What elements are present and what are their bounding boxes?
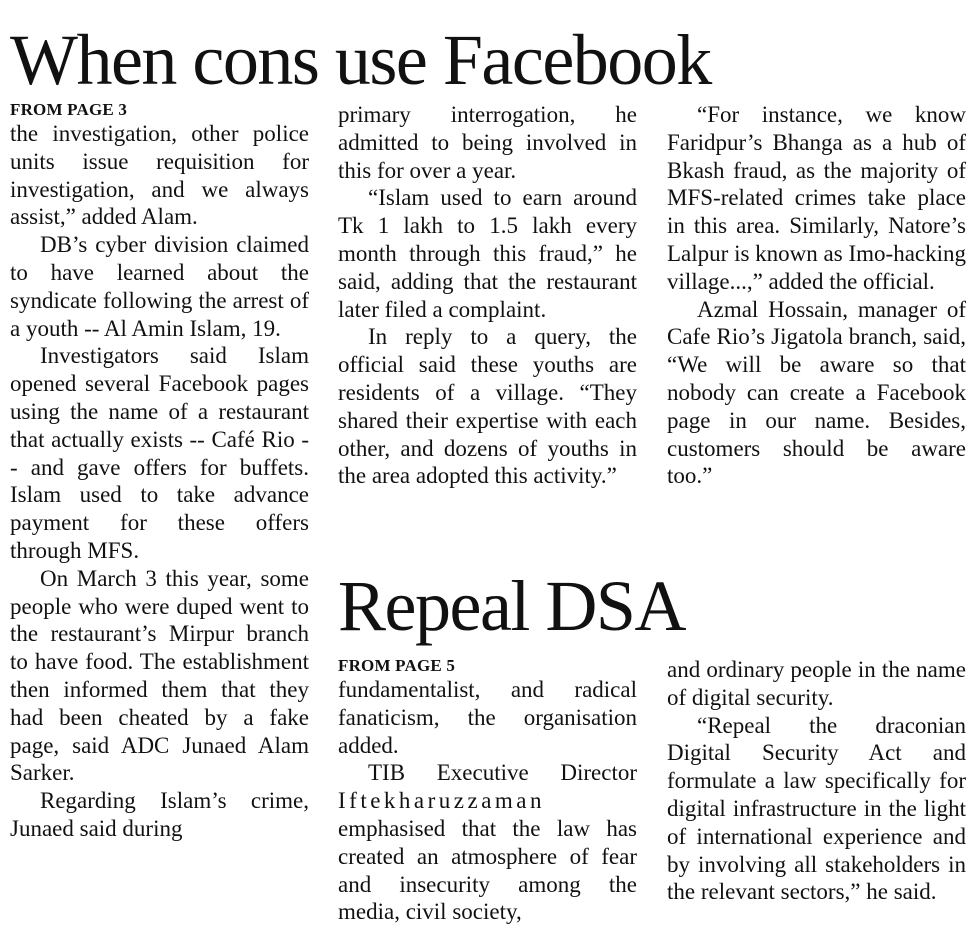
story1-column-2 xyxy=(338,101,637,490)
story2-p2-name: Iftekharuzzaman xyxy=(338,788,546,814)
story2-paragraph-1: fundamentalist, and radical fanaticism, the organisation added. xyxy=(338,677,637,758)
story2-column-1 xyxy=(338,656,637,926)
story1-paragraph-7: In reply to a query, the official said these youths are residents of a village. “They shared their expertise with each other, and dozens of youths in the area adopted this activity.” xyxy=(338,324,637,489)
story1-paragraph-6: “Islam used to earn around Tk 1 lakh to 1.5 lakh every month through this fraud,” he said, adding that the restaurant later filed a complaint. xyxy=(338,185,637,322)
story1-paragraph-5-continued: primary interrogation, he admitted to being involved in this for over a year. xyxy=(338,102,637,183)
story1-paragraph-2: DB’s cyber division claimed to have learned about the syndicate following the arrest of a youth -- Al Amin Islam, 19. xyxy=(10,232,309,341)
story2-p2-text-a: TIB Executive Director xyxy=(368,760,637,786)
story2-paragraph-2-start xyxy=(338,759,637,926)
story1-paragraph-8: “For instance, we know Faridpur’s Bhanga as a hub of Bkash fraud, as the majority of MFS-related crimes take place in this area. Similarly, Natore’s Lalpur is known as Imo-hacking village...,” added the official. xyxy=(667,102,966,294)
story2-column-2 xyxy=(667,656,966,906)
story1-jump-line: FROM PAGE 3 xyxy=(10,100,128,119)
story2-p2-text-b: emphasised that the law has created an atmosphere of fear and insecurity among the media, civil society, xyxy=(338,815,637,925)
headline-when-cons-use-facebook: When cons use Facebook xyxy=(10,20,711,100)
story2-jump-line: FROM PAGE 5 xyxy=(338,656,456,675)
story1-paragraph-5-start: Regarding Islam’s crime, Junaed said during xyxy=(10,788,309,841)
story1-paragraph-4: On March 3 this year, some people who were duped went to the restaurant’s Mirpur branch to have food. The establishment then informed them that they had been cheated by a fake page, said ADC Junaed Alam Sarker. xyxy=(10,565,309,786)
story2-paragraph-3: “Repeal the draconian Digital Security Act and formulate a law specifically for digital infrastructure in the light of international experience and by involving all stakeholders in the relevant sectors,” he said. xyxy=(667,712,966,905)
story1-paragraph-1: the investigation, other police units issue requisition for investigation, and we always assist,” added Alam. xyxy=(10,121,309,230)
story1-paragraph-3: Investigators said Islam opened several Facebook pages using the name of a restaurant that actually exists -- Café Rio -- and gave offers for buffets. Islam used to take advance payment for these offers through MFS. xyxy=(10,343,309,563)
story1-column-3 xyxy=(667,101,966,490)
story1-paragraph-9: Azmal Hossain, manager of Cafe Rio’s Jigatola branch, said, “We will be aware so that nobody can create a Facebook page in our name. Besides, customers should be aware too.” xyxy=(667,296,966,489)
story1-column-1 xyxy=(10,100,309,843)
headline-repeal-dsa: Repeal DSA xyxy=(338,566,685,646)
story2-paragraph-2-continued: and ordinary people in the name of digital security. xyxy=(667,657,966,710)
